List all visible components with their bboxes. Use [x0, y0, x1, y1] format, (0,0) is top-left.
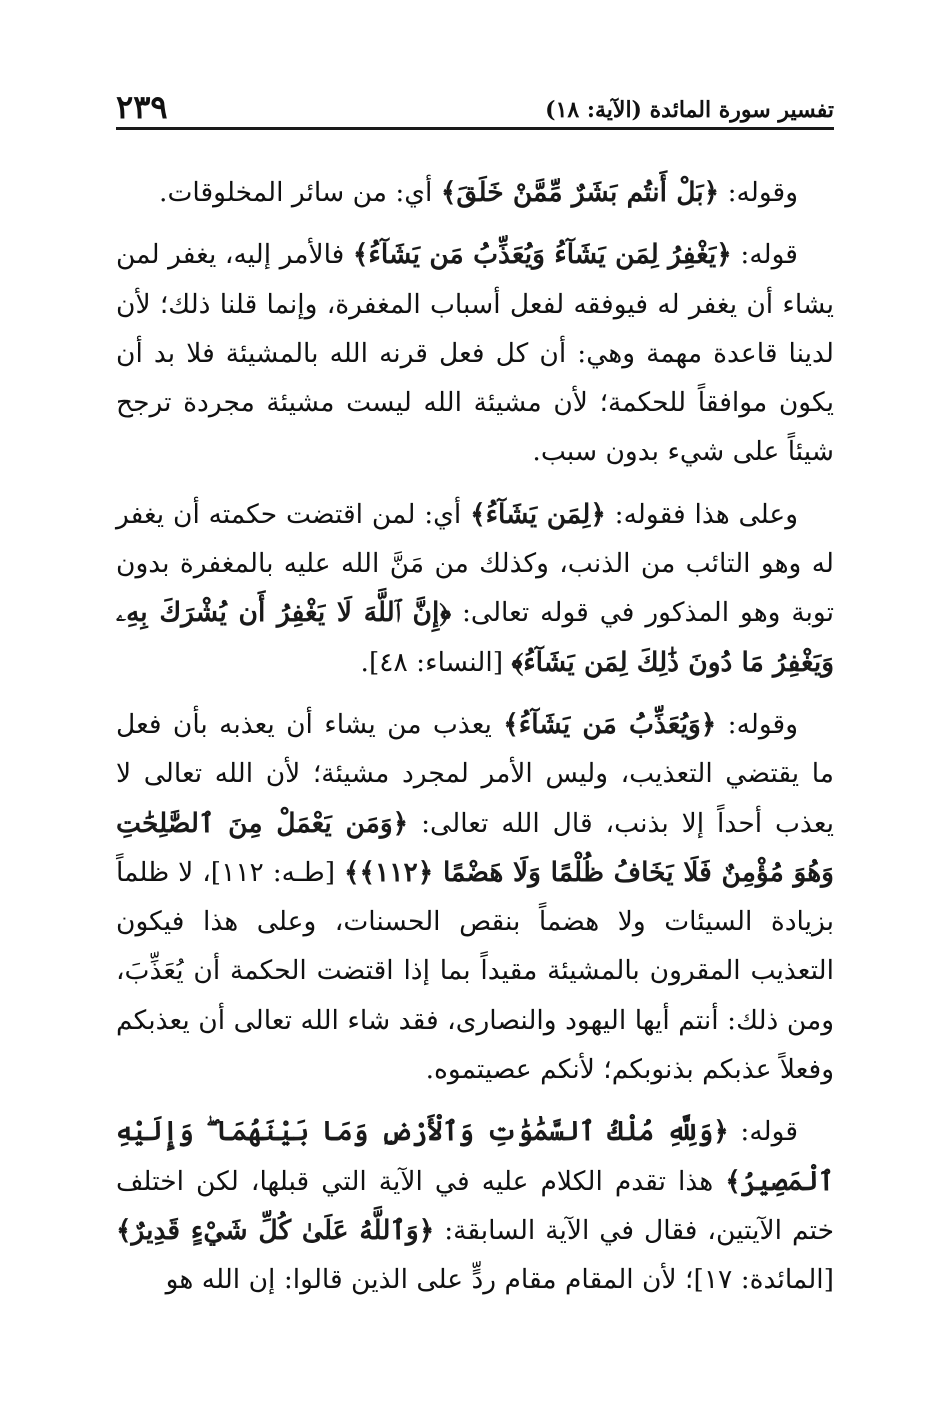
paragraph	[116, 490, 834, 687]
paragraph	[116, 700, 834, 1094]
quran-verse: ﴿إِنَّ ٱللَّهَ لَا يَغْفِرُ أَن يُشْرَكَ بِهِۦ وَيَغْفِرُ مَا دُونَ ذَٰلِكَ لِمَن يَشَآءُ﴾	[116, 597, 834, 678]
running-title: تفسير سورة المائدة (الآية: ١٨)	[545, 96, 834, 123]
paragraph-text: [المائدة: ١٧]؛ لأن المقام مقام ردٍّ على الذين قالوا: إن الله هو	[165, 1264, 834, 1296]
body-text	[116, 168, 834, 1318]
paragraph-text: فالأمر إليه، يغفر لمن يشاء أن يغفر له فيوفقه لفعل أسباب المغفرة، وإنما قلنا ذلك؛ لأن لدينا قاعدة مهمة وهي: أن كل فعل قرنه الله بالمشيئة فلا بد أن يكون موافقاً للحكمة؛ لأن مشيئة الله ليست مشيئة مجردة ترجح شيئاً على شيء بدون سبب.	[116, 239, 834, 468]
paragraph-text: وقوله:	[716, 708, 798, 740]
paragraph-text: هذا تقدم الكلام عليه في الآية التي قبلها، لكن اختلف ختم الآيتين، فقال في الآية السابقة:	[116, 1165, 834, 1246]
page-header	[116, 78, 834, 130]
paragraph	[116, 230, 834, 476]
paragraph-text: قوله:	[728, 1116, 798, 1148]
quran-verse: ﴿وَٱللَّهُ عَلَىٰ كُلِّ شَيْءٍ قَدِيرٌ﴾	[116, 1214, 435, 1246]
paragraph-text: قوله:	[731, 239, 798, 271]
paragraph-text: وقوله:	[719, 177, 798, 208]
paragraph-text: أي: من سائر المخلوقات.	[159, 177, 441, 208]
quran-verse: ﴿بَلْ أَنتُم بَشَرٌ مِّمَّنْ خَلَقَ﴾	[440, 177, 720, 208]
quran-verse: ﴿يَغْفِرُ لِمَن يَشَآءُ وَيُعَذِّبُ مَن يَشَآءُ﴾	[352, 239, 732, 271]
paragraph-text: وعلى هذا فقوله:	[605, 498, 798, 530]
paragraph-text: [النساء: ٤٨].	[360, 646, 512, 678]
paragraph-text: أي: لمن اقتضت حكمته أن يغفر له وهو التائب من الذنب، وكذلك من مَنَّ الله عليه بالمغفرة بدون توبة وهو المذكور في قوله تعالى:	[116, 498, 834, 629]
paragraph	[116, 1107, 834, 1304]
quran-verse: ﴿وَلِلَّهِ مُلْكُ ٱلسَّمَٰوَٰتِ وَٱلْأَرْضِ وَمَا بَيْنَهُمَا ۖ وَإِلَيْهِ ٱلْمَصِيرُ﴾	[116, 1116, 834, 1197]
quran-verse: ﴿وَيُعَذِّبُ مَن يَشَآءُ﴾	[503, 708, 717, 740]
quran-verse: ﴿لِمَن يَشَآءُ﴾	[470, 498, 606, 530]
quran-verse: ﴿وَمَن يَعْمَلْ مِنَ ٱلصَّٰلِحَٰتِ وَهُوَ مُؤْمِنٌ فَلَا يَخَافُ ظُلْمًا وَلَا هَضْمًا ﴿١١٢﴾﴾	[116, 807, 834, 888]
paragraph-text: يعذب من يشاء أن يعذبه بأن فعل ما يقتضي التعذيب، وليس الأمر لمجرد مشيئة؛ لأن الله تعالى لا يعذب أحداً إلا بذنب، قال الله تعالى:	[116, 708, 834, 839]
paragraph-text: [طـه: ١١٢]، لا ظلماً بزيادة السيئات ولا هضماً بنقص الحسنات، وعلى هذا فيكون التعذيب المقرون بالمشيئة مقيداً بما إذا اقتضت الحكمة أن يُعَذِّبَ، ومن ذلك: أنتم أيها اليهود والنصارى، فقد شاء الله تعالى أن يعذبكم وفعلاً عذبكم بذنوبكم؛ لأنكم عصيتموه.	[116, 856, 834, 1086]
paragraph	[116, 168, 834, 217]
page-number: ٢٣٩	[116, 88, 168, 126]
